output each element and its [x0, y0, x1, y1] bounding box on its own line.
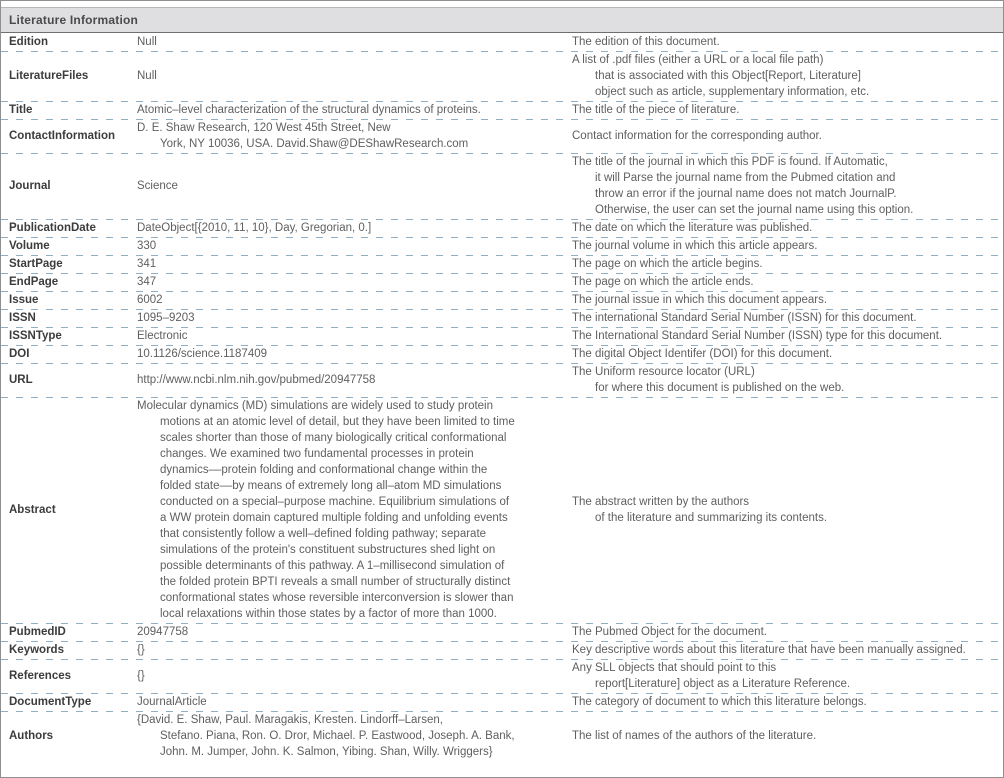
text-line: Any SLL objects that should point to this	[572, 662, 777, 674]
table-body	[1, 33, 1003, 761]
field-description	[572, 274, 1003, 290]
text-line: Science	[137, 180, 178, 192]
table-row	[1, 237, 1003, 255]
field-name: Authors	[9, 730, 54, 742]
field-value	[137, 292, 572, 308]
field-name: DOI	[9, 348, 30, 360]
field-name: Issue	[9, 294, 39, 306]
text-line: motions at an atomic level of detail, but they have been limited to time	[160, 416, 515, 428]
table-row	[1, 273, 1003, 291]
field-name: Edition	[9, 36, 48, 48]
text-line: 10.1126/science.1187409	[137, 348, 268, 360]
text-line: 6002	[137, 294, 163, 306]
text-line: Key descriptive words about this literature that have been manually assigned.	[572, 644, 966, 656]
table-row	[1, 101, 1003, 119]
text-line: a WW protein domain captured multiple folding and unfolding events	[160, 512, 508, 524]
field-description	[572, 624, 1003, 640]
text-line: The International Standard Serial Number (ISSN) type for this document.	[572, 330, 943, 342]
field-value	[137, 642, 572, 658]
field-description	[572, 310, 1003, 326]
text-line: Contact information for the corresponding author.	[572, 130, 822, 142]
text-line: The digital Object Identifer (DOI) for this document.	[572, 348, 833, 360]
text-line: conformational states whose reversible interconversion is slower than	[160, 592, 514, 604]
field-name: Abstract	[9, 504, 56, 516]
field-value	[137, 256, 572, 272]
text-line: report[Literature] object as a Literature Reference.	[595, 678, 851, 690]
field-description	[572, 238, 1003, 254]
field-value	[137, 274, 572, 290]
field-value	[137, 372, 572, 388]
field-description	[572, 34, 1003, 50]
text-line: The journal volume in which this article appears.	[572, 240, 818, 252]
table-row	[1, 309, 1003, 327]
field-description	[572, 102, 1003, 118]
field-description	[572, 642, 1003, 658]
text-line: The Uniform resource locator (URL)	[572, 366, 755, 378]
text-line: conducted on a special–purpose machine. Equilibrium simulations of	[160, 496, 510, 508]
table-row	[1, 345, 1003, 363]
table-row	[1, 659, 1003, 693]
table-row	[1, 255, 1003, 273]
field-description	[572, 494, 1003, 526]
text-line: that is associated with this Object[Report, Literature]	[595, 70, 861, 82]
text-line: Null	[137, 36, 157, 48]
table-row	[1, 33, 1003, 51]
text-line: 341	[137, 258, 157, 270]
text-line: scales shorter than those of many biologically critical conformational	[160, 432, 507, 444]
field-description	[572, 256, 1003, 272]
field-name: ISSN	[9, 312, 36, 324]
text-line: changes. We examined two fundamental processes in protein	[160, 448, 474, 460]
field-description	[572, 154, 1003, 218]
field-name: ContactInformation	[9, 130, 116, 142]
text-line: The Pubmed Object for the document.	[572, 626, 767, 638]
text-line: Molecular dynamics (MD) simulations are widely used to study protein	[137, 400, 494, 412]
field-value	[137, 310, 572, 326]
text-line: possible determinants of this pathway. A 1–millisecond simulation of	[160, 560, 505, 572]
text-line: The abstract written by the authors	[572, 496, 750, 508]
field-name: PublicationDate	[9, 222, 96, 234]
field-value	[137, 398, 572, 622]
panel-header	[1, 7, 1003, 33]
field-name: Volume	[9, 240, 50, 252]
field-value	[137, 178, 572, 194]
text-line: The category of document to which this literature belongs.	[572, 696, 867, 708]
field-value	[137, 624, 572, 640]
field-name: URL	[9, 374, 33, 386]
field-name: EndPage	[9, 276, 59, 288]
text-line: http://www.ncbi.nlm.nih.gov/pubmed/20947758	[137, 374, 376, 386]
text-line: A list of .pdf files (either a URL or a local file path)	[572, 54, 824, 66]
text-line: {}	[137, 670, 145, 682]
text-line: The journal issue in which this document appears.	[572, 294, 828, 306]
table-row	[1, 327, 1003, 345]
field-description	[572, 728, 1003, 744]
field-description	[572, 346, 1003, 362]
text-line: The edition of this document.	[572, 36, 720, 48]
table-row	[1, 219, 1003, 237]
text-line: of the literature and summarizing its contents.	[595, 512, 828, 524]
text-line: Null	[137, 70, 157, 82]
text-line: that consistently follow a well–defined folding pathway; separate	[160, 528, 487, 540]
table-row	[1, 291, 1003, 309]
table-row	[1, 51, 1003, 101]
text-line: 20947758	[137, 626, 189, 638]
field-name: Keywords	[9, 644, 64, 656]
text-line: dynamics––protein folding and conformational change within the	[160, 464, 488, 476]
text-line: {}	[137, 644, 145, 656]
field-name: ISSNType	[9, 330, 62, 342]
field-description	[572, 128, 1003, 144]
field-description	[572, 328, 1003, 344]
field-value	[137, 102, 572, 118]
field-name: LiteratureFiles	[9, 70, 89, 82]
field-value	[137, 668, 572, 684]
text-line: 347	[137, 276, 157, 288]
field-description	[572, 220, 1003, 236]
field-value	[137, 34, 572, 50]
field-description	[572, 52, 1003, 100]
text-line: folded state––by means of extremely long all–atom MD simulations	[160, 480, 502, 492]
field-name: DocumentType	[9, 696, 92, 708]
text-line: for where this document is published on the web.	[595, 382, 845, 394]
text-line: the folded protein BPTI reveals a small number of structurally distinct	[160, 576, 511, 588]
table-row	[1, 363, 1003, 397]
text-line: 330	[137, 240, 157, 252]
field-description	[572, 694, 1003, 710]
table-row	[1, 693, 1003, 711]
field-name: Journal	[9, 180, 51, 192]
field-value	[137, 238, 572, 254]
table-row	[1, 119, 1003, 153]
text-line: local relaxations within those states by a factor of more than 1000.	[160, 608, 497, 620]
text-line: The international Standard Serial Number (ISSN) for this document.	[572, 312, 917, 324]
field-name: References	[9, 670, 72, 682]
table-row	[1, 711, 1003, 761]
field-name: StartPage	[9, 258, 63, 270]
text-line: Otherwise, the user can set the journal name using this option.	[595, 204, 914, 216]
text-line: object such as article, supplementary information, etc.	[595, 86, 870, 98]
field-value	[137, 120, 572, 152]
text-line: The title of the piece of literature.	[572, 104, 740, 116]
text-line: John. M. Jumper, John. K. Salmon, Yibing. Shan, Willy. Wriggers}	[160, 746, 493, 758]
field-value	[137, 68, 572, 84]
field-name: PubmedID	[9, 626, 66, 638]
text-line: simulations of the protein's constituent substructures shed light on	[160, 544, 496, 556]
field-description	[572, 660, 1003, 692]
text-line: The list of names of the authors of the literature.	[572, 730, 817, 742]
text-line: throw an error if the journal name does not match JournalP.	[595, 188, 897, 200]
text-line: The date on which the literature was published.	[572, 222, 813, 234]
text-line: The page on which the article ends.	[572, 276, 754, 288]
field-value	[137, 220, 572, 236]
field-description	[572, 292, 1003, 308]
text-line: Electronic	[137, 330, 188, 342]
text-line: The page on which the article begins.	[572, 258, 763, 270]
panel-title: Literature Information	[9, 13, 139, 27]
text-line: {David. E. Shaw, Paul. Maragakis, Kresten. Lindorff–Larsen,	[137, 714, 443, 726]
text-line: The title of the journal in which this PDF is found. If Automatic,	[572, 156, 888, 168]
table-row	[1, 623, 1003, 641]
field-description	[572, 364, 1003, 396]
field-value	[137, 712, 572, 760]
field-name: Title	[9, 104, 33, 116]
field-value	[137, 328, 572, 344]
text-line: York, NY 10036, USA. David.Shaw@DEShawResearch.com	[160, 138, 469, 150]
field-value	[137, 346, 572, 362]
text-line: DateObject[{2010, 11, 10}, Day, Gregorian, 0.]	[137, 222, 372, 234]
text-line: 1095–9203	[137, 312, 195, 324]
text-line: Stefano. Piana, Ron. O. Dror, Michael. P. Eastwood, Joseph. A. Bank,	[160, 730, 515, 742]
table-row	[1, 153, 1003, 219]
table-row	[1, 397, 1003, 623]
text-line: Atomic–level characterization of the structural dynamics of proteins.	[137, 104, 481, 116]
text-line: JournalArticle	[137, 696, 207, 708]
text-line: it will Parse the journal name from the Pubmed citation and	[595, 172, 896, 184]
text-line: D. E. Shaw Research, 120 West 45th Street, New	[137, 122, 391, 134]
table-row	[1, 641, 1003, 659]
field-value	[137, 694, 572, 710]
